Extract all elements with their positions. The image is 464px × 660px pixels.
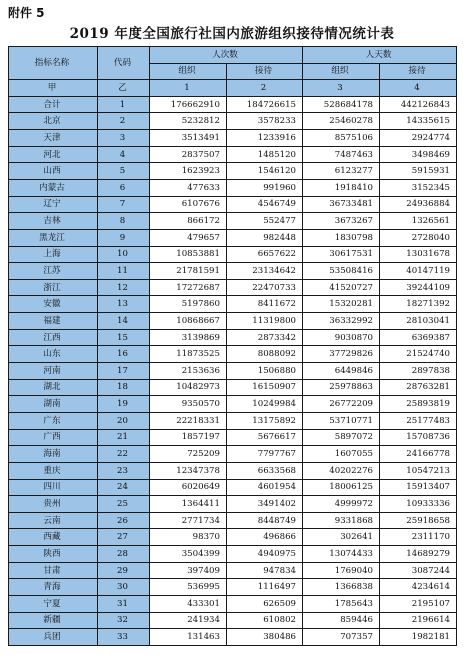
code-cell: 27 bbox=[98, 529, 150, 546]
organize-days-cell: 36733481 bbox=[303, 196, 380, 213]
header-organize-times: 组织 bbox=[150, 63, 227, 80]
organize-times-cell: 3504399 bbox=[150, 546, 227, 563]
organize-days-cell: 9331868 bbox=[303, 512, 380, 529]
receive-days-cell: 1982181 bbox=[380, 629, 457, 646]
table-row bbox=[9, 130, 457, 147]
receive-times-cell: 184726615 bbox=[227, 96, 303, 113]
receive-days-cell: 2897838 bbox=[380, 363, 457, 380]
organize-times-cell: 1857197 bbox=[150, 429, 227, 446]
receive-times-cell: 13175892 bbox=[227, 412, 303, 429]
table-row bbox=[9, 529, 457, 546]
organize-times-cell: 11873525 bbox=[150, 346, 227, 363]
receive-times-cell: 22470733 bbox=[227, 279, 303, 296]
table-row bbox=[9, 579, 457, 596]
receive-days-cell: 21524740 bbox=[380, 346, 457, 363]
header-jia: 甲 bbox=[9, 80, 98, 97]
code-cell: 13 bbox=[98, 296, 150, 313]
organize-days-cell: 859446 bbox=[303, 612, 380, 629]
code-cell: 17 bbox=[98, 363, 150, 380]
table-body bbox=[9, 96, 457, 645]
receive-days-cell: 1326561 bbox=[380, 213, 457, 230]
receive-times-cell: 8411672 bbox=[227, 296, 303, 313]
code-cell: 23 bbox=[98, 462, 150, 479]
receive-times-cell: 947834 bbox=[227, 562, 303, 579]
receive-days-cell: 442126843 bbox=[380, 96, 457, 113]
organize-times-cell: 477633 bbox=[150, 179, 227, 196]
receive-times-cell: 11319800 bbox=[227, 313, 303, 330]
receive-days-cell: 15913407 bbox=[380, 479, 457, 496]
table-row bbox=[9, 546, 457, 563]
table-row bbox=[9, 96, 457, 113]
header-row-1 bbox=[9, 47, 457, 64]
table-row bbox=[9, 363, 457, 380]
region-name-cell: 安徽 bbox=[9, 296, 98, 313]
organize-days-cell: 1769040 bbox=[303, 562, 380, 579]
organize-days-cell: 5897072 bbox=[303, 429, 380, 446]
organize-days-cell: 36332992 bbox=[303, 313, 380, 330]
receive-times-cell: 10249984 bbox=[227, 396, 303, 413]
receive-times-cell: 6633568 bbox=[227, 462, 303, 479]
organize-times-cell: 5232812 bbox=[150, 113, 227, 130]
receive-times-cell: 2873342 bbox=[227, 329, 303, 346]
table-row bbox=[9, 396, 457, 413]
header-code: 代码 bbox=[98, 47, 150, 80]
code-cell: 21 bbox=[98, 429, 150, 446]
header-person-days: 人天数 bbox=[303, 47, 457, 64]
region-name-cell: 宁夏 bbox=[9, 596, 98, 613]
code-cell: 11 bbox=[98, 263, 150, 280]
code-cell: 22 bbox=[98, 446, 150, 463]
organize-days-cell: 7487463 bbox=[303, 146, 380, 163]
receive-times-cell: 1116497 bbox=[227, 579, 303, 596]
code-cell: 6 bbox=[98, 179, 150, 196]
receive-days-cell: 10547213 bbox=[380, 462, 457, 479]
organize-days-cell: 8575106 bbox=[303, 130, 380, 147]
statistics-table bbox=[8, 46, 457, 646]
code-cell: 26 bbox=[98, 512, 150, 529]
region-name-cell: 福建 bbox=[9, 313, 98, 330]
header-yi: 乙 bbox=[98, 80, 150, 97]
organize-times-cell: 479657 bbox=[150, 229, 227, 246]
table-row bbox=[9, 113, 457, 130]
organize-times-cell: 6107676 bbox=[150, 196, 227, 213]
region-name-cell: 西藏 bbox=[9, 529, 98, 546]
receive-days-cell: 18271392 bbox=[380, 296, 457, 313]
region-name-cell: 江苏 bbox=[9, 263, 98, 280]
code-cell: 16 bbox=[98, 346, 150, 363]
region-name-cell: 内蒙古 bbox=[9, 179, 98, 196]
receive-times-cell: 7797767 bbox=[227, 446, 303, 463]
region-name-cell: 山西 bbox=[9, 163, 98, 180]
receive-times-cell: 626509 bbox=[227, 596, 303, 613]
table-row bbox=[9, 263, 457, 280]
receive-times-cell: 16150907 bbox=[227, 379, 303, 396]
receive-days-cell: 25893819 bbox=[380, 396, 457, 413]
organize-times-cell: 5197860 bbox=[150, 296, 227, 313]
receive-times-cell: 8448749 bbox=[227, 512, 303, 529]
region-name-cell: 新疆 bbox=[9, 612, 98, 629]
organize-times-cell: 10868667 bbox=[150, 313, 227, 330]
organize-days-cell: 9030870 bbox=[303, 329, 380, 346]
organize-days-cell: 6123277 bbox=[303, 163, 380, 180]
organize-days-cell: 1607055 bbox=[303, 446, 380, 463]
code-cell: 31 bbox=[98, 596, 150, 613]
organize-days-cell: 302641 bbox=[303, 529, 380, 546]
code-cell: 28 bbox=[98, 546, 150, 563]
table-row bbox=[9, 412, 457, 429]
receive-times-cell: 3578233 bbox=[227, 113, 303, 130]
region-name-cell: 天津 bbox=[9, 130, 98, 147]
organize-times-cell: 2837507 bbox=[150, 146, 227, 163]
table-row bbox=[9, 496, 457, 513]
region-name-cell: 黑龙江 bbox=[9, 229, 98, 246]
receive-days-cell: 24166778 bbox=[380, 446, 457, 463]
organize-times-cell: 21781591 bbox=[150, 263, 227, 280]
organize-times-cell: 17272687 bbox=[150, 279, 227, 296]
organize-days-cell: 15320281 bbox=[303, 296, 380, 313]
header-col-1: 1 bbox=[150, 80, 227, 97]
region-name-cell: 贵州 bbox=[9, 496, 98, 513]
region-name-cell: 合计 bbox=[9, 96, 98, 113]
table-row bbox=[9, 379, 457, 396]
organize-times-cell: 3513491 bbox=[150, 130, 227, 147]
receive-days-cell: 39244109 bbox=[380, 279, 457, 296]
header-col-4: 4 bbox=[380, 80, 457, 97]
region-name-cell: 山东 bbox=[9, 346, 98, 363]
organize-times-cell: 3139869 bbox=[150, 329, 227, 346]
organize-times-cell: 536995 bbox=[150, 579, 227, 596]
organize-times-cell: 2771734 bbox=[150, 512, 227, 529]
region-name-cell: 浙江 bbox=[9, 279, 98, 296]
receive-times-cell: 1506880 bbox=[227, 363, 303, 380]
receive-times-cell: 982448 bbox=[227, 229, 303, 246]
receive-days-cell: 2728040 bbox=[380, 229, 457, 246]
header-person-times: 人次数 bbox=[150, 47, 303, 64]
region-name-cell: 辽宁 bbox=[9, 196, 98, 213]
code-cell: 1 bbox=[98, 96, 150, 113]
receive-times-cell: 552477 bbox=[227, 213, 303, 230]
code-cell: 7 bbox=[98, 196, 150, 213]
receive-days-cell: 3152345 bbox=[380, 179, 457, 196]
receive-days-cell: 2311170 bbox=[380, 529, 457, 546]
region-name-cell: 甘肃 bbox=[9, 562, 98, 579]
region-name-cell: 青海 bbox=[9, 579, 98, 596]
code-cell: 30 bbox=[98, 579, 150, 596]
code-cell: 5 bbox=[98, 163, 150, 180]
table-row bbox=[9, 229, 457, 246]
receive-days-cell: 2196614 bbox=[380, 612, 457, 629]
organize-times-cell: 131463 bbox=[150, 629, 227, 646]
receive-times-cell: 6657622 bbox=[227, 246, 303, 263]
organize-days-cell: 1366838 bbox=[303, 579, 380, 596]
receive-days-cell: 28763281 bbox=[380, 379, 457, 396]
receive-days-cell: 4234614 bbox=[380, 579, 457, 596]
attachment-label: 附件 5 bbox=[8, 6, 45, 20]
organize-days-cell: 40202276 bbox=[303, 462, 380, 479]
organize-days-cell: 37729826 bbox=[303, 346, 380, 363]
region-name-cell: 湖北 bbox=[9, 379, 98, 396]
table-row bbox=[9, 213, 457, 230]
table-row bbox=[9, 296, 457, 313]
organize-days-cell: 3673267 bbox=[303, 213, 380, 230]
receive-days-cell: 3087244 bbox=[380, 562, 457, 579]
code-cell: 3 bbox=[98, 130, 150, 147]
table-row bbox=[9, 146, 457, 163]
table-row bbox=[9, 429, 457, 446]
code-cell: 29 bbox=[98, 562, 150, 579]
organize-days-cell: 13074433 bbox=[303, 546, 380, 563]
organize-days-cell: 41520727 bbox=[303, 279, 380, 296]
table-row bbox=[9, 629, 457, 646]
organize-days-cell: 707357 bbox=[303, 629, 380, 646]
header-indicator: 指标名称 bbox=[9, 47, 98, 80]
code-cell: 15 bbox=[98, 329, 150, 346]
receive-times-cell: 5676617 bbox=[227, 429, 303, 446]
region-name-cell: 河南 bbox=[9, 363, 98, 380]
table-row bbox=[9, 596, 457, 613]
organize-times-cell: 241934 bbox=[150, 612, 227, 629]
table-row bbox=[9, 246, 457, 263]
receive-times-cell: 4546749 bbox=[227, 196, 303, 213]
organize-days-cell: 528684178 bbox=[303, 96, 380, 113]
receive-times-cell: 380486 bbox=[227, 629, 303, 646]
receive-days-cell: 2195107 bbox=[380, 596, 457, 613]
receive-times-cell: 1233916 bbox=[227, 130, 303, 147]
region-name-cell: 上海 bbox=[9, 246, 98, 263]
organize-times-cell: 22218331 bbox=[150, 412, 227, 429]
organize-days-cell: 53710771 bbox=[303, 412, 380, 429]
organize-times-cell: 98370 bbox=[150, 529, 227, 546]
organize-days-cell: 26772209 bbox=[303, 396, 380, 413]
code-cell: 9 bbox=[98, 229, 150, 246]
receive-days-cell: 2924774 bbox=[380, 130, 457, 147]
region-name-cell: 江西 bbox=[9, 329, 98, 346]
region-name-cell: 北京 bbox=[9, 113, 98, 130]
table-row bbox=[9, 479, 457, 496]
receive-times-cell: 3491402 bbox=[227, 496, 303, 513]
code-cell: 2 bbox=[98, 113, 150, 130]
organize-times-cell: 1364411 bbox=[150, 496, 227, 513]
receive-times-cell: 1485120 bbox=[227, 146, 303, 163]
organize-days-cell: 4999972 bbox=[303, 496, 380, 513]
code-cell: 12 bbox=[98, 279, 150, 296]
receive-times-cell: 8088092 bbox=[227, 346, 303, 363]
header-receive-days: 接待 bbox=[380, 63, 457, 80]
organize-times-cell: 2153636 bbox=[150, 363, 227, 380]
code-cell: 8 bbox=[98, 213, 150, 230]
organize-times-cell: 725209 bbox=[150, 446, 227, 463]
table-row bbox=[9, 512, 457, 529]
receive-days-cell: 14689279 bbox=[380, 546, 457, 563]
receive-days-cell: 14335615 bbox=[380, 113, 457, 130]
code-cell: 24 bbox=[98, 479, 150, 496]
region-name-cell: 重庆 bbox=[9, 462, 98, 479]
table-row bbox=[9, 279, 457, 296]
code-cell: 18 bbox=[98, 379, 150, 396]
region-name-cell: 云南 bbox=[9, 512, 98, 529]
organize-times-cell: 9350570 bbox=[150, 396, 227, 413]
header-col-3: 3 bbox=[303, 80, 380, 97]
receive-days-cell: 25177483 bbox=[380, 412, 457, 429]
receive-times-cell: 23134642 bbox=[227, 263, 303, 280]
organize-days-cell: 18006125 bbox=[303, 479, 380, 496]
region-name-cell: 湖南 bbox=[9, 396, 98, 413]
region-name-cell: 广西 bbox=[9, 429, 98, 446]
organize-days-cell: 25460278 bbox=[303, 113, 380, 130]
organize-times-cell: 397409 bbox=[150, 562, 227, 579]
receive-days-cell: 40147119 bbox=[380, 263, 457, 280]
receive-days-cell: 5915931 bbox=[380, 163, 457, 180]
organize-days-cell: 1785643 bbox=[303, 596, 380, 613]
code-cell: 19 bbox=[98, 396, 150, 413]
table-row bbox=[9, 462, 457, 479]
receive-days-cell: 3498469 bbox=[380, 146, 457, 163]
header-receive-times: 接待 bbox=[227, 63, 303, 80]
organize-times-cell: 866172 bbox=[150, 213, 227, 230]
organize-times-cell: 10482973 bbox=[150, 379, 227, 396]
header-row-3 bbox=[9, 80, 457, 97]
organize-days-cell: 1830798 bbox=[303, 229, 380, 246]
code-cell: 14 bbox=[98, 313, 150, 330]
receive-days-cell: 6369387 bbox=[380, 329, 457, 346]
organize-times-cell: 176662910 bbox=[150, 96, 227, 113]
code-cell: 32 bbox=[98, 612, 150, 629]
organize-days-cell: 53508416 bbox=[303, 263, 380, 280]
region-name-cell: 四川 bbox=[9, 479, 98, 496]
receive-days-cell: 28103041 bbox=[380, 313, 457, 330]
region-name-cell: 广东 bbox=[9, 412, 98, 429]
organize-times-cell: 12347378 bbox=[150, 462, 227, 479]
region-name-cell: 陕西 bbox=[9, 546, 98, 563]
table-row bbox=[9, 612, 457, 629]
receive-days-cell: 15708736 bbox=[380, 429, 457, 446]
header-organize-days: 组织 bbox=[303, 63, 380, 80]
organize-days-cell: 6449846 bbox=[303, 363, 380, 380]
receive-times-cell: 4601954 bbox=[227, 479, 303, 496]
table-row bbox=[9, 329, 457, 346]
organize-days-cell: 1918410 bbox=[303, 179, 380, 196]
region-name-cell: 兵团 bbox=[9, 629, 98, 646]
header-col-2: 2 bbox=[227, 80, 303, 97]
table-row bbox=[9, 446, 457, 463]
receive-days-cell: 10933336 bbox=[380, 496, 457, 513]
receive-days-cell: 25918658 bbox=[380, 512, 457, 529]
table-row bbox=[9, 163, 457, 180]
receive-times-cell: 610802 bbox=[227, 612, 303, 629]
code-cell: 20 bbox=[98, 412, 150, 429]
table-row bbox=[9, 346, 457, 363]
organize-days-cell: 25978863 bbox=[303, 379, 380, 396]
organize-times-cell: 6020649 bbox=[150, 479, 227, 496]
organize-times-cell: 10853881 bbox=[150, 246, 227, 263]
document-title: 2019 年度全国旅行社国内旅游组织接待情况统计表 bbox=[69, 26, 395, 42]
receive-times-cell: 1546120 bbox=[227, 163, 303, 180]
code-cell: 4 bbox=[98, 146, 150, 163]
receive-times-cell: 496866 bbox=[227, 529, 303, 546]
receive-days-cell: 24936884 bbox=[380, 196, 457, 213]
table-row bbox=[9, 196, 457, 213]
organize-times-cell: 433301 bbox=[150, 596, 227, 613]
code-cell: 33 bbox=[98, 629, 150, 646]
receive-days-cell: 13031678 bbox=[380, 246, 457, 263]
table-row bbox=[9, 313, 457, 330]
receive-times-cell: 4940975 bbox=[227, 546, 303, 563]
region-name-cell: 河北 bbox=[9, 146, 98, 163]
table-row bbox=[9, 562, 457, 579]
receive-times-cell: 991960 bbox=[227, 179, 303, 196]
region-name-cell: 海南 bbox=[9, 446, 98, 463]
table-row bbox=[9, 179, 457, 196]
organize-days-cell: 30617531 bbox=[303, 246, 380, 263]
code-cell: 10 bbox=[98, 246, 150, 263]
organize-times-cell: 1623923 bbox=[150, 163, 227, 180]
region-name-cell: 吉林 bbox=[9, 213, 98, 230]
code-cell: 25 bbox=[98, 496, 150, 513]
